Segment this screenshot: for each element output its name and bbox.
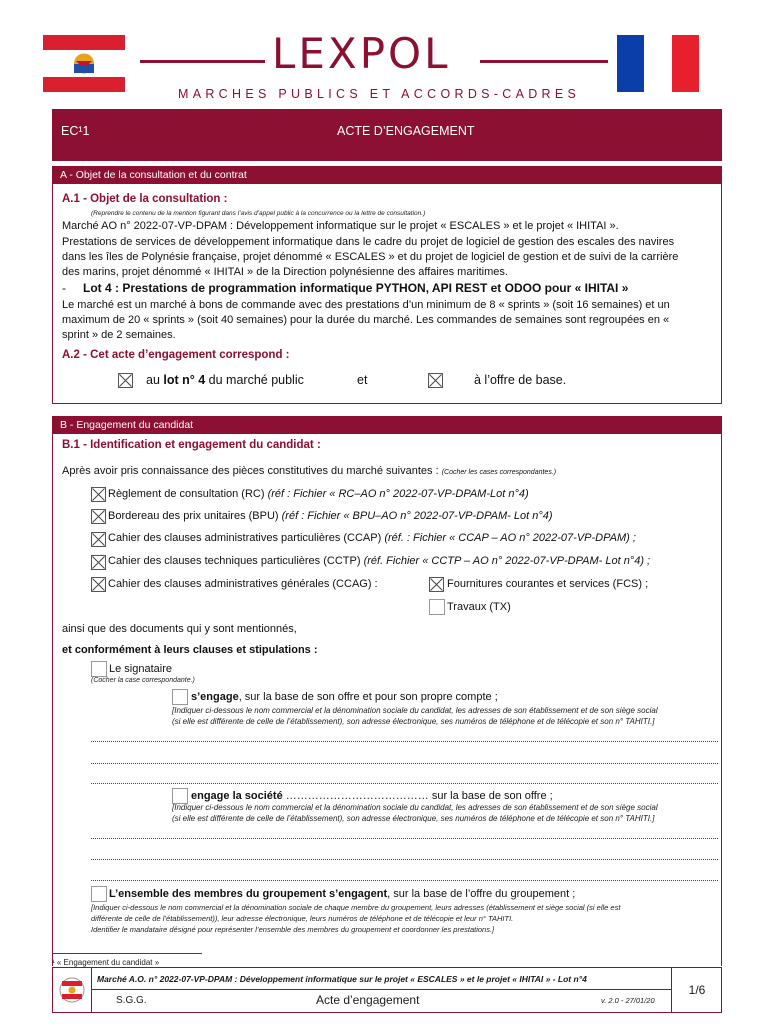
indication-2-line-2: (si elle est différente de celle de l’établissement), son adresse électronique, ses numéros de téléphone et de télécopie et son n° TAHITI.]	[172, 814, 655, 823]
groupement-engagement: L’ensemble des membres du groupement s’engagent, sur la base de l’offre du groupement ;	[109, 888, 576, 900]
fill-line-2[interactable]	[91, 755, 718, 764]
rc-checkbox[interactable]	[91, 487, 106, 502]
lot-checkbox[interactable]	[118, 373, 133, 388]
lot-dash: -	[62, 281, 66, 295]
a1-line-3: dans les îles de Polynésie française, projet dénommé « ESCALES » et du projet de logiciel de gestion et de suivi de la carrière	[62, 251, 679, 263]
a2-title: A.2 - Cet acte d’engagement correspond :	[62, 349, 290, 361]
section-a-heading: A - Objet de la consultation et du contrat	[52, 166, 722, 184]
base-offer-checkbox[interactable]	[428, 373, 443, 388]
footer-row	[91, 990, 671, 1012]
fill-line-4[interactable]	[91, 830, 718, 839]
document-code: EC¹1	[61, 124, 90, 138]
fill-line-5[interactable]	[91, 851, 718, 860]
a1-line-4: des marins, projet dénommé « IHITAI » de la Direction polynésienne des affaires maritimes.	[62, 266, 508, 278]
indication-3-line-2: différente de celle de l’établissement)), leur adresse électronique, leurs numéros de téléphone et de télécopie et leur n° TAHITI.	[91, 914, 514, 923]
footer-version: v. 2.0 - 27/01/20	[601, 996, 655, 1005]
lot-line-3: sprint » de 2 semaines.	[62, 329, 176, 341]
a1-title: A.1 - Objet de la consultation :	[62, 193, 228, 205]
doc-rc: Règlement de consultation (RC) (réf : Fichier « RC–AO n° 2022-07-VP-DPAM-Lot n°4)	[108, 488, 529, 500]
lot-title: Lot 4 : Prestations de programmation informatique PYTHON, API REST et ODOO pour « IHITAI »	[83, 281, 629, 295]
a2-option-lot: au lot n° 4 du marché public	[146, 373, 304, 387]
indication-3-line-1: [Indiquer ci-dessous le nom commercial et la dénomination sociale de chaque membre du groupement, leurs adresses (établissement et siège social (si elle est	[91, 903, 621, 912]
france-flag	[617, 35, 699, 92]
groupement-checkbox[interactable]	[91, 886, 107, 902]
fill-line-1[interactable]	[91, 733, 718, 742]
document-title: ACTE D’ENGAGEMENT	[337, 124, 475, 138]
indication-3-line-3: Identifier le mandataire désigné pour représenter l’ensemble des membres du groupement et coordonner les prestations.]	[91, 925, 495, 934]
engage-own-account: s’engage, sur la base de son offre et pour son propre compte ;	[191, 691, 498, 703]
conformity-line: et conformément à leurs clauses et stipulations :	[62, 644, 318, 656]
ccag-checkbox[interactable]	[91, 577, 106, 592]
doc-ccap: Cahier des clauses administratives particulières (CCAP) (réf. : Fichier « CCAP – AO n° 2022-07-VP-DPAM) ;	[108, 532, 636, 544]
logo-rule-left	[140, 60, 265, 63]
footer-title: Marché A.O. n° 2022-07-VP-DPAM : Développement informatique sur le projet « ESCALES » et le projet « IHITAI » - Lot n°4	[91, 968, 671, 990]
fill-line-3[interactable]	[91, 775, 718, 784]
doc-ccag: Cahier des clauses administratives générales (CCAG) :	[108, 578, 378, 590]
header-subtitle: MARCHES PUBLICS ET ACCORDS-CADRES	[178, 87, 581, 101]
a2-option-base: à l’offre de base.	[474, 373, 567, 387]
indication-1-line-1: [Indiquer ci-dessous le nom commercial et la dénomination sociale du candidat, les adresses de son établissement et de son siège social	[172, 706, 658, 715]
a1-note: (Reprendre le contenu de la mention figurant dans l’avis d’appel public à la concurrence ou la lettre de consultation.)	[91, 210, 426, 217]
b1-intro: Après avoir pris connaissance des pièces constitutives du marché suivantes : (Cocher les cases correspondantes.)	[62, 465, 557, 477]
mentioned-docs: ainsi que des documents qui y sont mentionnés,	[62, 623, 297, 635]
page-footer	[52, 967, 722, 1013]
engage-company: engage la société ………………………………… sur la base de son offre ;	[191, 790, 553, 802]
footer-org: S.G.G.	[116, 995, 147, 1006]
tx-checkbox[interactable]	[429, 599, 445, 615]
french-polynesia-flag	[43, 35, 125, 92]
polynesia-emblem-icon	[59, 977, 85, 1003]
section-b-heading: B - Engagement du candidat	[52, 416, 722, 434]
cocher-case-note: (Cocher la case correspondante.)	[91, 677, 195, 684]
lot-line-1: Le marché est un marché à bons de commande avec des prestations d’un minimum de 8 « sprints » (soit 16 semaines) et un	[62, 299, 670, 311]
bpu-checkbox[interactable]	[91, 509, 106, 524]
b1-title: B.1 - Identification et engagement du candidat :	[62, 439, 321, 451]
a1-line-2: Prestations de services de développement informatique dans le cadre du projet de logiciel de gestion des escales des navires	[62, 236, 675, 248]
a2-and: et	[357, 373, 368, 387]
own-account-checkbox[interactable]	[172, 689, 188, 705]
footer-logo-cell	[53, 968, 92, 1012]
lexpol-logo: LEXPOL	[272, 29, 451, 78]
signataire-checkbox[interactable]	[91, 661, 107, 677]
indication-1-line-2: (si elle est différente de celle de l’établissement), son adresse électronique, ses numéros de téléphone et de télécopie et son n° TAHITI.]	[172, 717, 655, 726]
cctp-checkbox[interactable]	[91, 555, 106, 570]
fcs-label: Fournitures courantes et services (FCS) ;	[447, 578, 649, 590]
footer-doc: Acte d’engagement	[316, 993, 420, 1007]
footnote-rule	[52, 953, 202, 954]
document-title-bar	[52, 109, 722, 161]
doc-cctp: Cahier des clauses techniques particulières (CCTP) (réf. Fichier « CCTP – AO n° 2022-07-VP-DPAM- Lot n°4) ;	[108, 555, 651, 567]
fill-line-6[interactable]	[91, 872, 718, 881]
page-number: 1/6	[671, 968, 722, 1012]
signataire-label: Le signataire	[109, 663, 172, 675]
indication-2-line-1: [Indiquer ci-dessous le nom commercial et la dénomination sociale du candidat, les adresses de son établissement et de son siège social	[172, 803, 658, 812]
doc-bpu: Bordereau des prix unitaires (BPU) (réf : Fichier « BPU–AO n° 2022-07-VP-DPAM- Lot n°4)	[108, 510, 553, 522]
footnote: ¹ « Engagement du candidat »	[52, 958, 160, 967]
ccap-checkbox[interactable]	[91, 532, 106, 547]
lot-line-2: maximum de 20 « sprints » (soit 40 semaines) pour la durée du marché. Les commandes de semaines sont regroupées en «	[62, 314, 670, 326]
logo-rule-right	[480, 60, 608, 63]
a1-line-1: Marché AO n° 2022-07-VP-DPAM : Développement informatique sur le projet « ESCALES » et le projet « IHITAI ».	[62, 220, 619, 232]
tx-label: Travaux (TX)	[447, 601, 511, 613]
fcs-checkbox[interactable]	[429, 577, 444, 592]
